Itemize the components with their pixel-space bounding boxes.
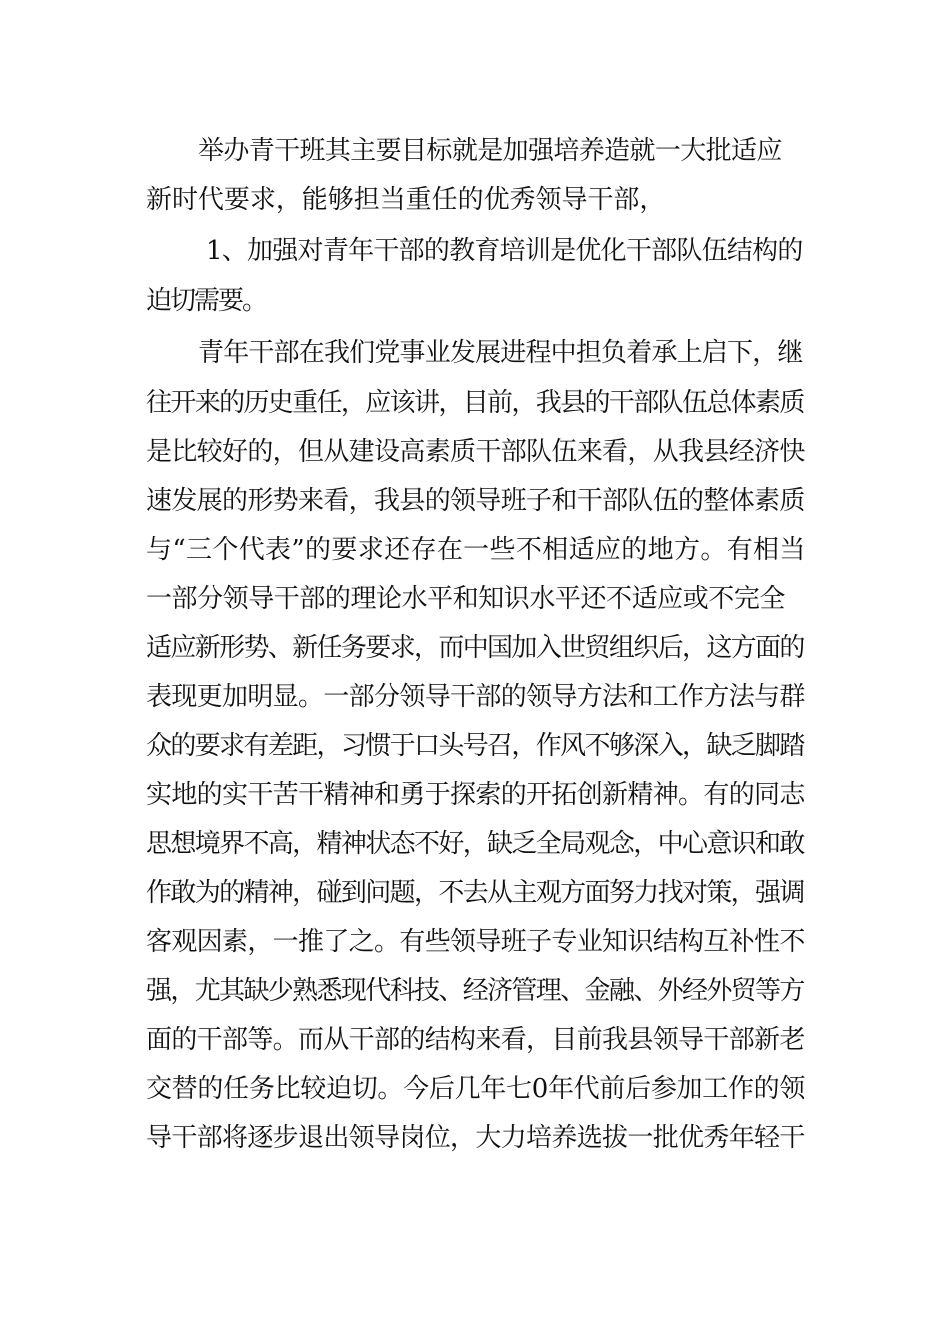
text-line-17: 客观因素，一推了之。有些领导班子专业知识结构互补性不 [146, 927, 805, 957]
text-line-1: 举办青干班其主要目标就是加强培养造就一大批适应 [198, 136, 782, 166]
text-line-11: 适应新形势、新任务要求，而中国加入世贸组织后，这方面的 [146, 633, 804, 663]
text-line-19: 面的干部等。而从干部的结构来看，目前我县领导干部新老 [146, 1025, 805, 1055]
text-line-18: 强，尤其缺少熟悉现代科技、经济管理、金融、外经外贸等方 [146, 976, 804, 1006]
text-line-9: 与“三个代表”的要求还存在一些不相适应的地方。有相当 [146, 535, 806, 565]
text-line-7: 是比较好的，但从建设高素质干部队伍来看，从我县经济快 [146, 437, 805, 467]
text-line-15: 思想境界不高，精神状态不好，缺乏全局观念，中心意识和敢 [146, 829, 804, 859]
text-line-10: 一部分领导干部的理论水平和知识水平还不适应或不完全 [146, 584, 785, 614]
text-line-5: 青年干部在我们党事业发展进程中担负着承上启下，继 [198, 338, 803, 368]
text-line-21: 导干部将逐步退出领导岗位，大力培养选拔一批优秀年轻干 [146, 1123, 805, 1153]
text-line-14: 实地的实干苦干精神和勇于探索的开拓创新精神。有的同志 [146, 780, 805, 810]
text-line-6: 往开来的历史重任，应该讲，目前，我县的干部队伍总体素质 [146, 388, 804, 418]
text-line-4: 迫切需要。 [146, 286, 267, 316]
text-line-13: 众的要求有差距，习惯于口头号召，作风不够深入，缺乏脚踏 [146, 731, 804, 761]
text-line-20: 交替的任务比较迫切。今后几年七0年代前后参加工作的领 [146, 1074, 806, 1104]
text-line-3: 1、加强对青年干部的教育培训是优化干部队伍结构的 [206, 236, 803, 266]
text-line-16: 作敢为的精神，碰到问题，不去从主观方面努力找对策，强调 [146, 878, 804, 908]
text-line-12: 表现更加明显。一部分领导干部的领导方法和工作方法与群 [146, 682, 805, 712]
text-line-2: 新时代要求，能够担当重任的优秀领导干部， [146, 185, 666, 215]
text-line-8: 速发展的形势来看，我县的领导班子和干部队伍的整体素质 [146, 486, 805, 516]
